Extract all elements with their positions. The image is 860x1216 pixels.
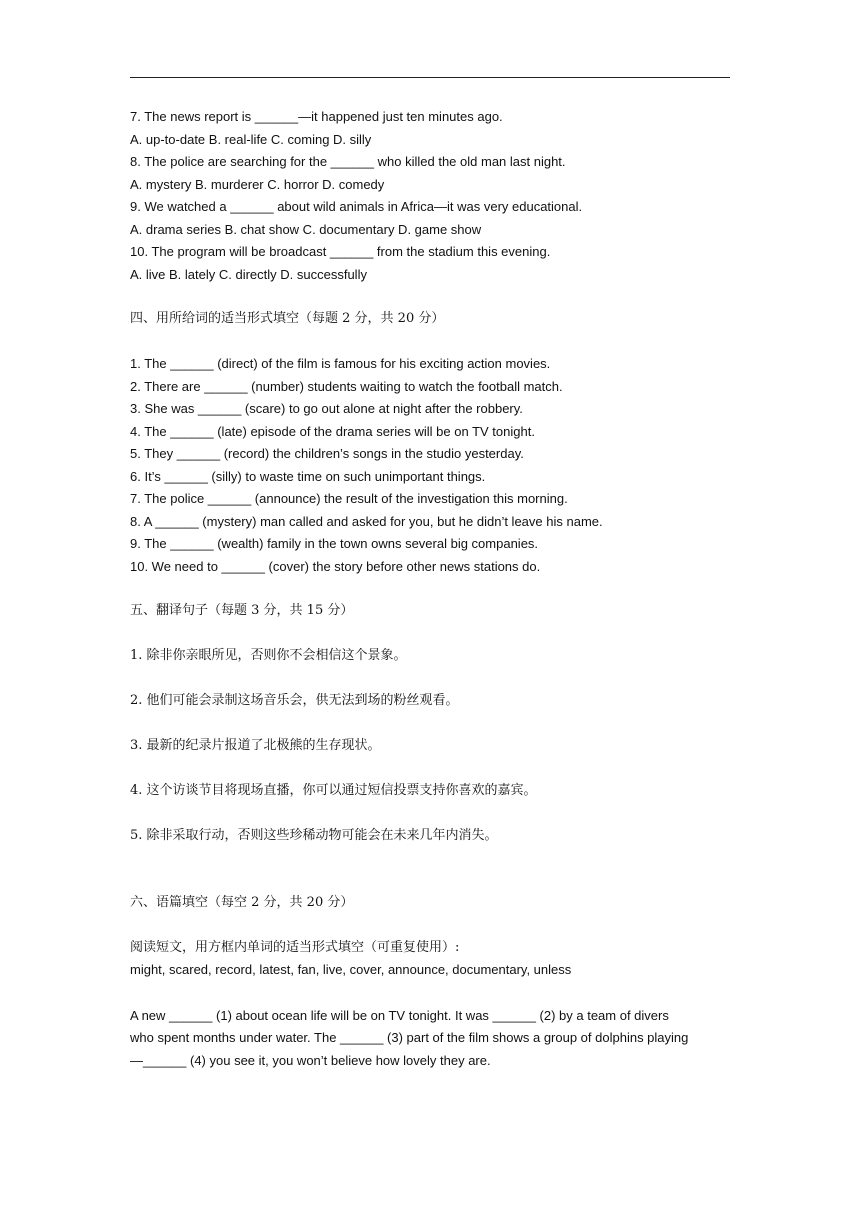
passage (130, 1005, 734, 1073)
question-9-options: A. drama series B. chat show C. documentary D. game show (130, 221, 482, 237)
translate-item-4: 4. 这个访谈节目将现场直播，你可以通过短信投票支持你喜欢的嘉宾。 (130, 783, 537, 798)
part5-items (130, 645, 734, 847)
part4-items (130, 353, 734, 578)
question-8: 8. The police are searching for the ______ who killed the old man last night. (130, 154, 566, 169)
translate-item-1: 1. 除非你亲眼所见，否则你不会相信这个景象。 (130, 648, 407, 663)
fill-item-1: 1. The ______ (direct) of the film is famous for his exciting action movies. (130, 356, 551, 371)
question-8-options: A. mystery B. murderer C. horror D. comedy (130, 176, 385, 192)
passage-line-2: who spent months under water. The ______ (3) part of the film shows a group of dolphins playing (130, 1030, 689, 1045)
passage-line-3: —______ (4) you see it, you won’t believe how lovely they are. (130, 1052, 491, 1068)
passage-line-1: A new ______ (1) about ocean life will be on TV tonight. It was ______ (2) by a team of divers (130, 1007, 669, 1023)
fill-item-3: 3. She was ______ (scare) to go out alone at night after the robbery. (130, 401, 523, 416)
question-7: 7. The news report is ______—it happened just ten minutes ago. (130, 109, 503, 124)
question-10-options: A. live B. lately C. directly D. successfully (130, 266, 367, 282)
fill-item-5: 5. They ______ (record) the children’s songs in the studio yesterday. (130, 446, 524, 461)
fill-item-6: 6. It’s ______ (silly) to waste time on such unimportant things. (130, 468, 486, 484)
question-9: 9. We watched a ______ about wild animals in Africa—it was very educational. (130, 199, 583, 214)
fill-item-7: 7. The police ______ (announce) the result of the investigation this morning. (130, 491, 568, 506)
fill-item-9: 9. The ______ (wealth) family in the town owns several big companies. (130, 536, 539, 551)
word-bank: might, scared, record, latest, fan, live, cover, announce, documentary, unless (130, 962, 572, 977)
header-rule (130, 77, 730, 78)
section-6-instruction: 阅读短文，用方框内单词的适当形式填空（可重复使用）: (130, 940, 460, 955)
translate-item-5: 5. 除非采取行动，否则这些珍稀动物可能会在未来几年内消失。 (130, 828, 498, 843)
section-5-heading: 五、翻译句子（每题 3 分，共 15 分） (130, 603, 354, 618)
question-7-options: A. up-to-date B. real-life C. coming D. silly (130, 131, 372, 147)
question-10: 10. The program will be broadcast ______ from the stadium this evening. (130, 244, 551, 259)
fill-item-2: 2. There are ______ (number) students waiting to watch the football match. (130, 378, 563, 394)
translate-item-2: 2. 他们可能会录制这场音乐会，供无法到场的粉丝观看。 (130, 693, 459, 708)
translate-item-3: 3. 最新的纪录片报道了北极熊的生存现状。 (130, 738, 381, 753)
part3-questions (130, 106, 734, 286)
fill-item-8: 8. A ______ (mystery) man called and asked for you, but he didn’t leave his name. (130, 513, 603, 529)
exam-page (130, 106, 734, 1072)
fill-item-4: 4. The ______ (late) episode of the drama series will be on TV tonight. (130, 423, 535, 439)
fill-item-10: 10. We need to ______ (cover) the story before other news stations do. (130, 558, 541, 574)
section-6-heading: 六、语篇填空（每空 2 分，共 20 分） (130, 895, 354, 910)
section-4-heading: 四、用所给词的适当形式填空（每题 2 分，共 20 分） (130, 311, 445, 326)
